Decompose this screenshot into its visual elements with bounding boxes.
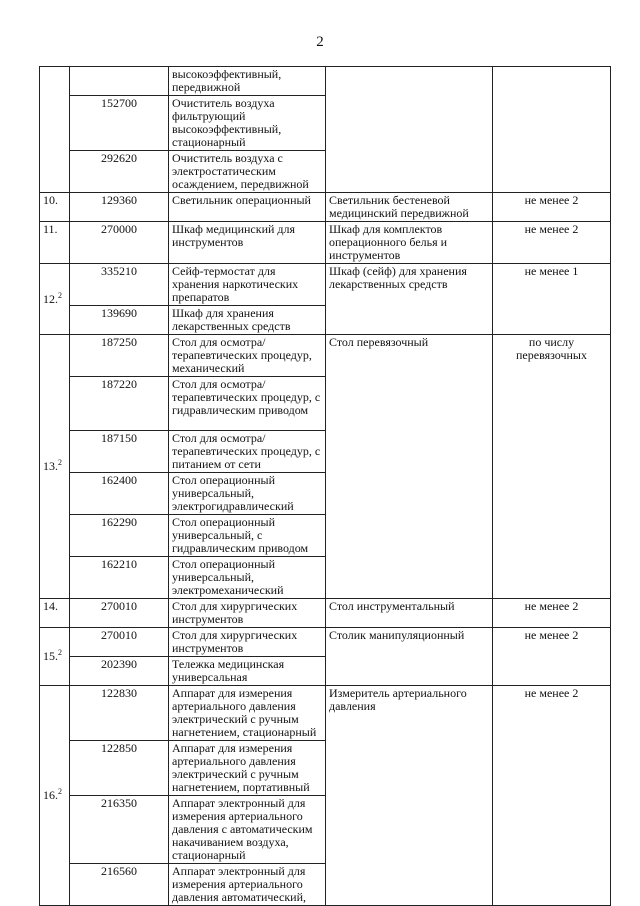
- nomenclature-code: 187220: [70, 377, 169, 431]
- required-quantity: не менее 2: [493, 193, 611, 222]
- equipment-name: Столик манипуляционный: [326, 628, 493, 686]
- nomenclature-code: 270000: [70, 222, 169, 264]
- row-number: [40, 222, 70, 264]
- equipment-name: Шкаф (сейф) для хранения лекарственных средств: [326, 264, 493, 335]
- nomenclature-code: 122830: [70, 686, 169, 741]
- nomenclature-code: 187250: [70, 335, 169, 377]
- nomenclature-name: Аппарат для измерения артериального давления электрический с ручным нагнетением, портативный: [169, 741, 326, 796]
- nomenclature-code: 129360: [70, 193, 169, 222]
- nomenclature-name: Аппарат электронный для измерения артериального давления автоматический,: [169, 864, 326, 906]
- nomenclature-code: 202390: [70, 657, 169, 686]
- row-number-text: 13.: [43, 459, 58, 473]
- row-number-text: 16.: [43, 788, 58, 802]
- required-quantity: не менее 2: [493, 599, 611, 628]
- table-row: [40, 193, 611, 222]
- table-row: [40, 599, 611, 628]
- equipment-name: Стол инструментальный: [326, 599, 493, 628]
- footnote-marker: 2: [58, 648, 62, 657]
- nomenclature-name: Шкаф медицинский для инструментов: [169, 222, 326, 264]
- nomenclature-name: высокоэффективный, передвижной: [169, 67, 326, 96]
- footnote-marker: 2: [58, 290, 62, 300]
- nomenclature-name: Шкаф для хранения лекарственных средств: [169, 306, 326, 335]
- nomenclature-code: 270010: [70, 599, 169, 628]
- table-row: [40, 335, 611, 377]
- nomenclature-code: 162400: [70, 473, 169, 515]
- table-row: [40, 264, 611, 306]
- required-quantity: не менее 2: [493, 686, 611, 906]
- nomenclature-code: 162210: [70, 557, 169, 599]
- nomenclature-name: Тележка медицинская универсальная: [169, 657, 326, 686]
- equipment-name: Стол перевязочный: [326, 335, 493, 599]
- footnote-marker: 2: [58, 458, 62, 467]
- row-number: [40, 264, 70, 335]
- nomenclature-name: Аппарат для измерения артериального давления электрический с ручным нагнетением, стационарный: [169, 686, 326, 741]
- required-quantity: не менее 2: [493, 628, 611, 686]
- equipment-name: Светильник бестеневой медицинский передвижной: [326, 193, 493, 222]
- row-number-text: 11.: [43, 222, 58, 236]
- row-number-text: 12.: [43, 291, 58, 306]
- row-number: [40, 686, 70, 906]
- footnote-marker: 2: [58, 787, 62, 796]
- nomenclature-code: 187150: [70, 431, 169, 473]
- required-quantity: не менее 2: [493, 222, 611, 264]
- row-number-text: 15.: [43, 649, 58, 663]
- required-quantity: по числу перевязочных: [493, 335, 611, 599]
- equipment-name: [326, 67, 493, 193]
- nomenclature-code: 292620: [70, 151, 169, 193]
- nomenclature-code: 139690: [70, 306, 169, 335]
- nomenclature-name: Стол для хирургических инструментов: [169, 599, 326, 628]
- nomenclature-name: Стол для осмотра/терапевтических процедур, с гидравлическим приводом: [169, 377, 326, 431]
- nomenclature-code: 162290: [70, 515, 169, 557]
- nomenclature-name: Аппарат электронный для измерения артериального давления с автоматическим накачиванием воздуха, стационарный: [169, 796, 326, 864]
- nomenclature-name: Сейф-термостат для хранения наркотических препаратов: [169, 264, 326, 306]
- equipment-name: Измеритель артериального давления: [326, 686, 493, 906]
- nomenclature-name: Стол операционный универсальный, с гидравлическим приводом: [169, 515, 326, 557]
- row-number-text: 10.: [43, 193, 58, 207]
- nomenclature-code: [70, 67, 169, 96]
- table-row: [40, 628, 611, 657]
- nomenclature-name: Стол операционный универсальный, электрогидравлический: [169, 473, 326, 515]
- equipment-table: [39, 66, 611, 906]
- nomenclature-code: 122850: [70, 741, 169, 796]
- row-number: [40, 628, 70, 686]
- nomenclature-name: Стол для осмотра/терапевтических процедур, с питанием от сети: [169, 431, 326, 473]
- row-number: [40, 67, 70, 193]
- table-row: [40, 67, 611, 96]
- nomenclature-name: Стол операционный универсальный, электромеханический: [169, 557, 326, 599]
- nomenclature-name: Светильник операционный: [169, 193, 326, 222]
- nomenclature-name: Стол для хирургических инструментов: [169, 628, 326, 657]
- row-number-text: 14.: [43, 599, 58, 613]
- row-number: [40, 193, 70, 222]
- nomenclature-code: 335210: [70, 264, 169, 306]
- nomenclature-code: 152700: [70, 96, 169, 151]
- row-number: [40, 599, 70, 628]
- required-quantity: [493, 67, 611, 193]
- row-number: [40, 335, 70, 599]
- nomenclature-name: Стол для осмотра/терапевтических процедур, механический: [169, 335, 326, 377]
- nomenclature-code: 216560: [70, 864, 169, 906]
- nomenclature-code: 216350: [70, 796, 169, 864]
- nomenclature-name: Очиститель воздуха фильтрующий высокоэффективный, стационарный: [169, 96, 326, 151]
- table-row: [40, 686, 611, 741]
- nomenclature-code: 270010: [70, 628, 169, 657]
- table-row: [40, 222, 611, 264]
- equipment-name: Шкаф для комплектов операционного белья и инструментов: [326, 222, 493, 264]
- page-number: 2: [316, 34, 324, 50]
- required-quantity: не менее 1: [493, 264, 611, 335]
- table-body: [40, 67, 611, 906]
- nomenclature-name: Очиститель воздуха с электростатическим осаждением, передвижной: [169, 151, 326, 193]
